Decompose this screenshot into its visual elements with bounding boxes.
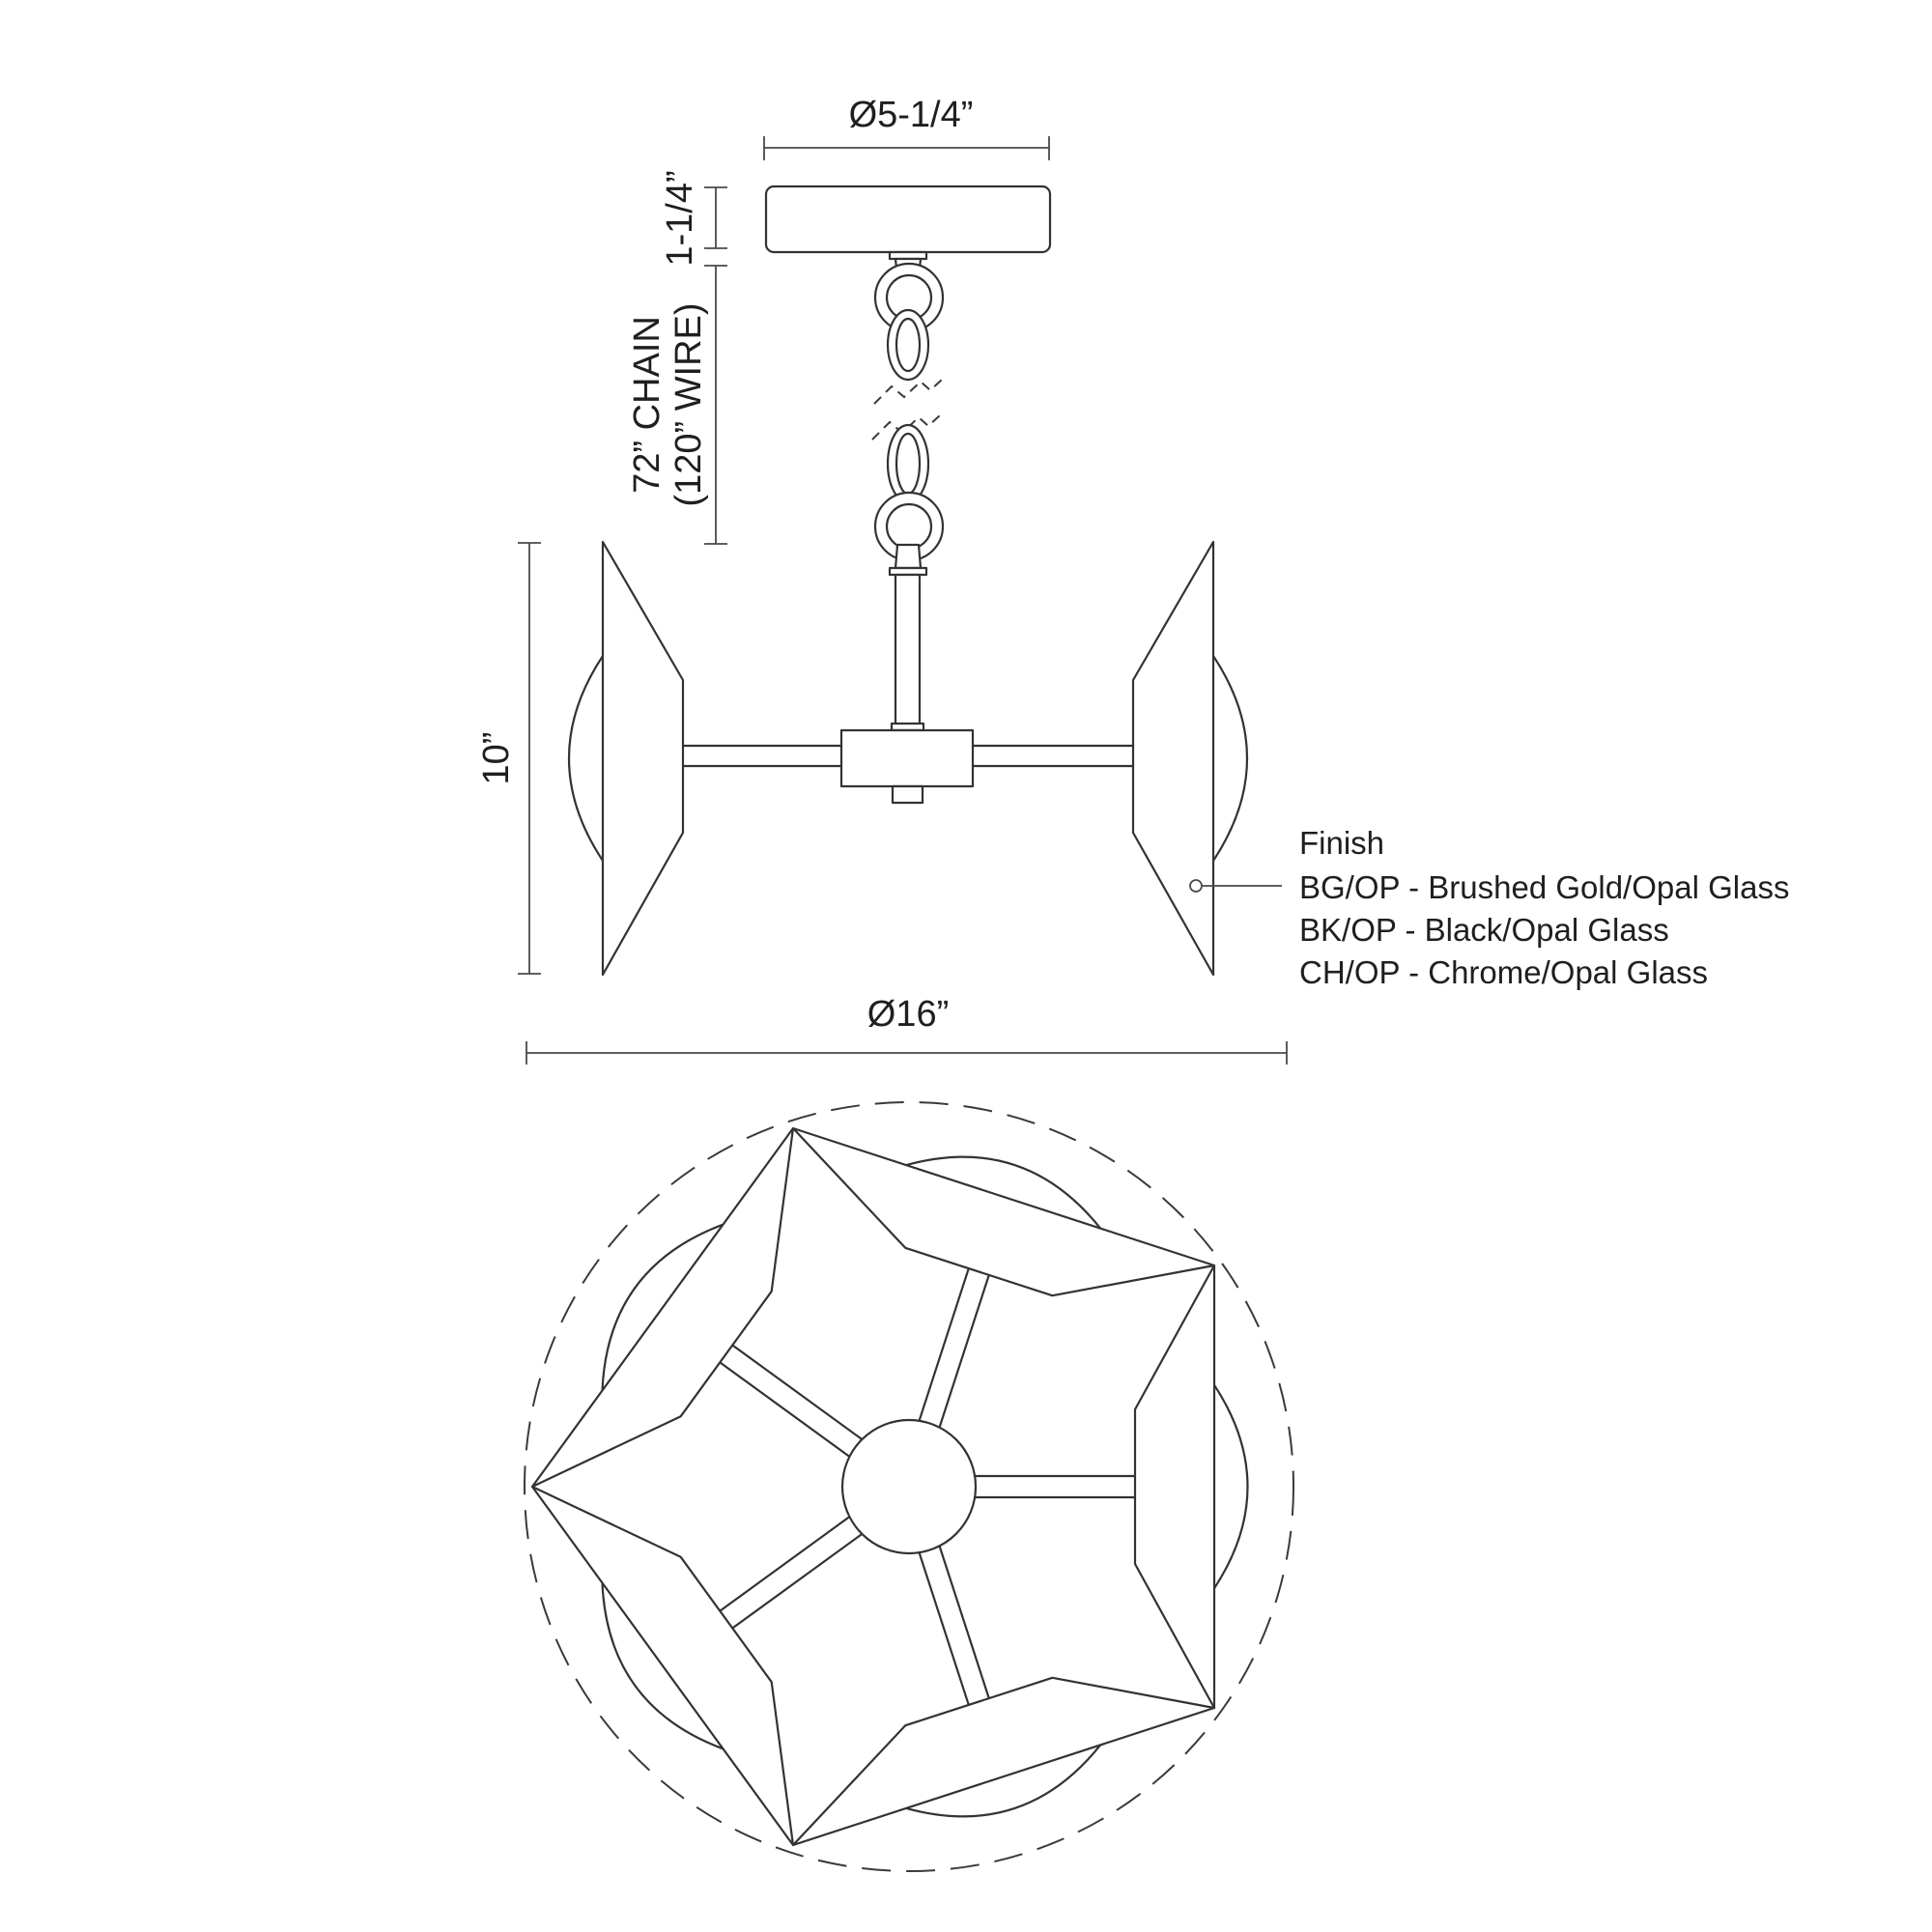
finish-legend xyxy=(1190,825,1789,990)
chain-ring-bottom-hole xyxy=(887,504,931,549)
plan-arm-edge xyxy=(939,1273,990,1430)
dim-fixture-diameter xyxy=(526,994,1287,1065)
plan-shade-cone xyxy=(532,1128,793,1487)
plan-center-hub xyxy=(842,1420,976,1553)
dim-fixture-height-label: 10” xyxy=(476,731,517,785)
left-shade-glass-dome xyxy=(569,656,603,861)
chain-link-lower-hole xyxy=(896,434,920,494)
body-frame xyxy=(683,575,1133,803)
center-hub xyxy=(841,730,973,786)
plan-arm-edge xyxy=(719,1361,852,1458)
plan-shade-cone xyxy=(532,1487,793,1845)
plan-arm-edge xyxy=(731,1533,865,1630)
plan-arm-edge xyxy=(919,1266,970,1423)
stem-cup xyxy=(895,545,921,568)
finish-title: Finish xyxy=(1299,825,1385,861)
dim-canopy-height xyxy=(660,170,727,266)
plan-arm-edge xyxy=(719,1516,852,1612)
right-shade xyxy=(1133,542,1247,975)
plan-dome-arc xyxy=(1214,1384,1248,1589)
plan-arm-edge xyxy=(731,1344,865,1440)
right-shade-glass-dome xyxy=(1213,656,1247,861)
hub-finial xyxy=(893,786,923,803)
finish-leader-dot xyxy=(1190,880,1202,892)
dim-wire-length-label: (120” WIRE) xyxy=(668,302,709,507)
ceiling-canopy xyxy=(766,186,1050,252)
left-shade-cone xyxy=(603,542,683,975)
dim-canopy-diameter-label: Ø5-1/4” xyxy=(848,95,974,135)
dim-chain-length-label: 72” CHAIN xyxy=(627,316,668,494)
plan-shade-cone xyxy=(1135,1265,1214,1708)
left-shade xyxy=(569,542,683,975)
right-shade-cone xyxy=(1133,542,1213,975)
plan-arm-edge xyxy=(939,1544,990,1700)
plan-shade-cone xyxy=(793,1128,1214,1295)
dim-canopy-height-label: 1-1/4” xyxy=(660,170,700,267)
dim-fixture-diameter-label: Ø16” xyxy=(867,994,950,1035)
dim-fixture-height xyxy=(476,543,541,974)
side-elevation-view xyxy=(476,95,1287,1065)
plan-shade-cone xyxy=(793,1678,1214,1845)
finish-option-ch-op: CH/OP - Chrome/Opal Glass xyxy=(1299,954,1709,990)
dim-chain-length xyxy=(627,266,727,544)
finish-option-bg-op: BG/OP - Brushed Gold/Opal Glass xyxy=(1299,869,1790,905)
chain-link-upper-hole xyxy=(896,319,920,371)
chain-assembly xyxy=(872,252,943,575)
bottom-plan-view xyxy=(525,1102,1293,1871)
plan-arm-edge xyxy=(919,1550,970,1707)
dim-canopy-diameter xyxy=(764,95,1049,160)
finish-option-bk-op: BK/OP - Black/Opal Glass xyxy=(1299,912,1669,948)
chain-break-mark-upper xyxy=(874,379,943,404)
center-stem xyxy=(895,575,920,724)
